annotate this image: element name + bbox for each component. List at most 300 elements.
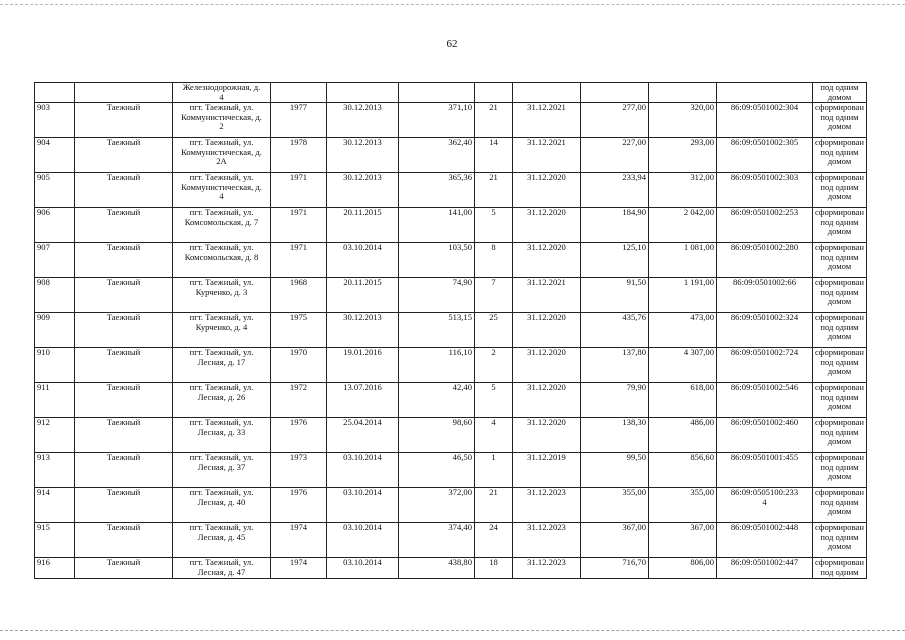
address-line: пгт. Таежный, ул. bbox=[189, 207, 254, 218]
address-line: пгт. Таежный, ул. bbox=[189, 277, 254, 288]
cell-date-plan bbox=[513, 523, 581, 558]
cell-num-text: 914 bbox=[37, 487, 50, 498]
cell-num bbox=[35, 523, 75, 558]
table-row bbox=[35, 103, 867, 138]
status-line: сформирован bbox=[815, 277, 864, 288]
cell-area-text: 362,40 bbox=[448, 137, 472, 148]
cell-settlement-text: Таежный bbox=[106, 522, 141, 533]
cell-date-plan-text: 31.12.2020 bbox=[527, 312, 566, 323]
cell-date-reg-text: 25.04.2014 bbox=[343, 417, 382, 428]
cell-count-text: 5 bbox=[491, 382, 496, 393]
cell-area bbox=[399, 208, 475, 243]
cell-value-text: 618,00 bbox=[690, 382, 714, 393]
status-line: домом bbox=[827, 156, 852, 167]
cell-date-plan bbox=[513, 138, 581, 173]
cell-area2-text: 227,00 bbox=[622, 137, 646, 148]
cell-cadastral bbox=[717, 488, 813, 523]
cell-area-text: 438,80 bbox=[448, 557, 472, 568]
status-line: домом bbox=[827, 191, 852, 202]
cell-date-reg bbox=[327, 418, 399, 453]
status-line: домом bbox=[827, 436, 852, 447]
cell-address bbox=[173, 348, 271, 383]
cell-count bbox=[475, 488, 513, 523]
cell-cadastral bbox=[717, 83, 813, 103]
address-line: 2 bbox=[219, 121, 224, 132]
cell-address bbox=[173, 138, 271, 173]
cell-area-text: 98,60 bbox=[452, 417, 472, 428]
cell-date-plan-text: 31.12.2019 bbox=[527, 452, 566, 463]
cell-count-text: 8 bbox=[491, 242, 496, 253]
cell-status bbox=[813, 453, 867, 488]
cell-date-plan bbox=[513, 418, 581, 453]
cell-num bbox=[35, 138, 75, 173]
cell-year-text: 1970 bbox=[289, 347, 308, 358]
status-line: домом bbox=[827, 331, 852, 342]
cell-num-text: 906 bbox=[37, 207, 50, 218]
cell-date-plan-text: 31.12.2020 bbox=[527, 347, 566, 358]
cell-area2 bbox=[581, 208, 649, 243]
cell-value bbox=[649, 83, 717, 103]
cell-date-reg-text: 03.10.2014 bbox=[343, 452, 382, 463]
cell-date-plan-text: 31.12.2020 bbox=[527, 207, 566, 218]
address-line: Лесная, д. 33 bbox=[197, 426, 246, 437]
cell-area2 bbox=[581, 103, 649, 138]
cell-value-text: 312,00 bbox=[690, 172, 714, 183]
cell-date-reg-text: 20.11.2015 bbox=[343, 207, 382, 218]
address-line: Лесная, д. 40 bbox=[197, 496, 246, 507]
cell-date-reg-text: 03.10.2014 bbox=[343, 487, 382, 498]
cell-num-text: 909 bbox=[37, 312, 50, 323]
cell-date-plan bbox=[513, 208, 581, 243]
cell-cadastral-text: 86:09:0501001:455 bbox=[730, 452, 799, 463]
cell-count bbox=[475, 523, 513, 558]
cell-count bbox=[475, 278, 513, 313]
cell-year bbox=[271, 103, 327, 138]
status-line: домом bbox=[827, 506, 852, 517]
cell-cadastral-text: 86:09:0501002:303 bbox=[730, 172, 799, 183]
cell-area-text: 46,50 bbox=[452, 452, 472, 463]
cell-year-text: 1972 bbox=[289, 382, 308, 393]
cell-count bbox=[475, 348, 513, 383]
address-line: пгт. Таежный, ул. bbox=[189, 382, 254, 393]
cell-cadastral bbox=[717, 383, 813, 418]
cell-num-text: 908 bbox=[37, 277, 50, 288]
address-line: Комсомольская, д. 8 bbox=[184, 251, 259, 262]
cell-count bbox=[475, 383, 513, 418]
cell-area2-text: 138,30 bbox=[622, 417, 646, 428]
cell-status bbox=[813, 278, 867, 313]
cell-area2-text: 99,50 bbox=[626, 452, 646, 463]
cell-count bbox=[475, 313, 513, 348]
cell-value bbox=[649, 523, 717, 558]
cell-settlement-text: Таежный bbox=[106, 417, 141, 428]
cell-area2-text: 716,70 bbox=[622, 557, 646, 568]
cell-area2 bbox=[581, 313, 649, 348]
cell-cadastral bbox=[717, 243, 813, 278]
table-body bbox=[35, 83, 867, 579]
cell-area2-text: 79,90 bbox=[626, 382, 646, 393]
cell-cadastral-text: 86:09:0501002:460 bbox=[730, 417, 799, 428]
cell-settlement bbox=[75, 453, 173, 488]
cell-area2-text: 277,00 bbox=[622, 102, 646, 113]
address-line: Лесная, д. 47 bbox=[197, 566, 246, 577]
cell-date-reg bbox=[327, 173, 399, 208]
cell-cadastral-text: 86:09:0501002:280 bbox=[730, 242, 799, 253]
cell-value bbox=[649, 278, 717, 313]
cell-area bbox=[399, 173, 475, 208]
cell-date-reg-text: 03.10.2014 bbox=[343, 242, 382, 253]
cell-settlement bbox=[75, 348, 173, 383]
cell-status bbox=[813, 488, 867, 523]
cell-date-reg bbox=[327, 103, 399, 138]
cell-area bbox=[399, 243, 475, 278]
cell-count-text: 4 bbox=[491, 417, 496, 428]
cell-settlement-text: Таежный bbox=[106, 277, 141, 288]
cell-value-text: 4 307,00 bbox=[683, 347, 714, 358]
cell-cadastral bbox=[717, 418, 813, 453]
cell-num-text: 907 bbox=[37, 242, 50, 253]
cell-settlement bbox=[75, 83, 173, 103]
cell-cadastral-text: 86:09:0501002:724 bbox=[730, 347, 799, 358]
cell-count bbox=[475, 103, 513, 138]
cell-value-text: 806,00 bbox=[690, 557, 714, 568]
cell-date-plan bbox=[513, 173, 581, 208]
cell-settlement-text: Таежный bbox=[106, 382, 141, 393]
cell-date-plan-text: 31.12.2020 bbox=[527, 417, 566, 428]
cell-area-text: 74,90 bbox=[452, 277, 472, 288]
status-line: под одним bbox=[820, 426, 859, 437]
status-line: под одним bbox=[820, 356, 859, 367]
cell-settlement bbox=[75, 558, 173, 579]
cell-area bbox=[399, 313, 475, 348]
cell-settlement bbox=[75, 313, 173, 348]
cell-count bbox=[475, 243, 513, 278]
cell-year-text: 1976 bbox=[289, 417, 308, 428]
cell-status bbox=[813, 103, 867, 138]
cell-date-reg bbox=[327, 208, 399, 243]
cell-cadastral-text: 86:09:0501002:305 bbox=[730, 137, 799, 148]
status-line: сформирован bbox=[815, 487, 864, 498]
cell-date-plan bbox=[513, 348, 581, 383]
cell-address bbox=[173, 173, 271, 208]
cell-status bbox=[813, 138, 867, 173]
cell-value bbox=[649, 348, 717, 383]
cell-date-reg bbox=[327, 138, 399, 173]
table-row bbox=[35, 558, 867, 579]
cell-date-reg-text: 13.07.2016 bbox=[343, 382, 382, 393]
cell-settlement-text: Таежный bbox=[106, 487, 141, 498]
cell-status bbox=[813, 383, 867, 418]
cell-cadastral-text: 86:09:0501002:546 bbox=[730, 382, 799, 393]
cell-settlement bbox=[75, 418, 173, 453]
cell-area2 bbox=[581, 83, 649, 103]
address-line: пгт. Таежный, ул. bbox=[189, 102, 254, 113]
cell-cadastral bbox=[717, 103, 813, 138]
address-line: 4 bbox=[219, 91, 224, 102]
table-row bbox=[35, 313, 867, 348]
address-line: пгт. Таежный, ул. bbox=[189, 347, 254, 358]
cell-address bbox=[173, 523, 271, 558]
cell-num bbox=[35, 173, 75, 208]
cell-value-text: 1 191,00 bbox=[683, 277, 714, 288]
cell-area2-text: 184,90 bbox=[622, 207, 646, 218]
cell-value bbox=[649, 558, 717, 579]
status-line: домом bbox=[827, 471, 852, 482]
cell-area bbox=[399, 83, 475, 103]
cell-year bbox=[271, 488, 327, 523]
page-number: 62 bbox=[446, 38, 458, 50]
cell-num bbox=[35, 278, 75, 313]
cell-cadastral bbox=[717, 348, 813, 383]
cell-num-text: 911 bbox=[37, 382, 50, 393]
status-line: сформирован bbox=[815, 207, 864, 218]
status-line: под одним bbox=[820, 251, 859, 262]
cell-settlement bbox=[75, 208, 173, 243]
cell-date-reg bbox=[327, 83, 399, 103]
cell-area-text: 103,50 bbox=[448, 242, 472, 253]
cell-cadastral bbox=[717, 138, 813, 173]
address-line: Коммунистическая, д. bbox=[181, 111, 262, 122]
cell-date-reg bbox=[327, 558, 399, 579]
status-line: сформирован bbox=[815, 172, 864, 183]
table-row bbox=[35, 138, 867, 173]
status-line: домом bbox=[827, 121, 852, 132]
cell-address bbox=[173, 208, 271, 243]
cell-settlement bbox=[75, 488, 173, 523]
cell-area-text: 365,36 bbox=[448, 172, 472, 183]
cell-area2 bbox=[581, 558, 649, 579]
address-line: пгт. Таежный, ул. bbox=[189, 487, 254, 498]
cell-count-text: 5 bbox=[491, 207, 496, 218]
status-line: сформирован bbox=[815, 137, 864, 148]
cell-year-text: 1978 bbox=[289, 137, 308, 148]
cell-value bbox=[649, 243, 717, 278]
cell-count-text: 24 bbox=[489, 522, 498, 533]
cell-value bbox=[649, 488, 717, 523]
cell-settlement bbox=[75, 138, 173, 173]
status-line: сформирован bbox=[815, 452, 864, 463]
cell-num bbox=[35, 418, 75, 453]
cell-year bbox=[271, 278, 327, 313]
cell-count-text: 21 bbox=[489, 487, 498, 498]
cell-year bbox=[271, 83, 327, 103]
cell-cadastral bbox=[717, 278, 813, 313]
cell-date-reg bbox=[327, 348, 399, 383]
cell-cadastral-text: 86:09:0505100:233 bbox=[730, 487, 799, 498]
cell-count-text: 18 bbox=[489, 557, 498, 568]
cell-area bbox=[399, 558, 475, 579]
cell-date-reg-text: 19.01.2016 bbox=[343, 347, 382, 358]
cell-date-reg bbox=[327, 453, 399, 488]
cell-status bbox=[813, 313, 867, 348]
table-row bbox=[35, 208, 867, 243]
cell-value bbox=[649, 453, 717, 488]
cell-address bbox=[173, 103, 271, 138]
scan-edge-top bbox=[0, 0, 905, 5]
status-line: сформирован bbox=[815, 242, 864, 253]
cell-date-reg-text: 03.10.2014 bbox=[343, 557, 382, 568]
cell-area-text: 371,10 bbox=[448, 102, 472, 113]
status-line: сформирован bbox=[815, 522, 864, 533]
cell-address bbox=[173, 313, 271, 348]
cell-year bbox=[271, 558, 327, 579]
cell-date-reg bbox=[327, 243, 399, 278]
cell-value-text: 320,00 bbox=[690, 102, 714, 113]
cell-area bbox=[399, 348, 475, 383]
cell-address bbox=[173, 278, 271, 313]
status-line: домом bbox=[827, 296, 852, 307]
status-line: под одним bbox=[820, 531, 859, 542]
table-row bbox=[35, 348, 867, 383]
cell-area bbox=[399, 383, 475, 418]
cell-settlement bbox=[75, 383, 173, 418]
cell-address bbox=[173, 418, 271, 453]
status-line: сформирован bbox=[815, 312, 864, 323]
status-line: сформирован bbox=[815, 102, 864, 113]
address-line: Лесная, д. 37 bbox=[197, 461, 246, 472]
cell-address bbox=[173, 243, 271, 278]
cell-cadastral-text: 86:09:0501002:324 bbox=[730, 312, 799, 323]
cell-date-plan-text: 31.12.2020 bbox=[527, 382, 566, 393]
cell-area2 bbox=[581, 418, 649, 453]
status-line: домом bbox=[827, 226, 852, 237]
cell-area-text: 372,00 bbox=[448, 487, 472, 498]
cell-date-reg bbox=[327, 383, 399, 418]
table-row bbox=[35, 488, 867, 523]
cell-value bbox=[649, 418, 717, 453]
cell-count-text: 7 bbox=[491, 277, 496, 288]
cell-value-text: 1 081,00 bbox=[683, 242, 714, 253]
cell-year-text: 1968 bbox=[289, 277, 308, 288]
cell-year-text: 1971 bbox=[289, 242, 308, 253]
cell-date-plan bbox=[513, 83, 581, 103]
cell-num-text: 903 bbox=[37, 102, 50, 113]
cell-count-text: 25 bbox=[489, 312, 498, 323]
cell-value-text: 473,00 bbox=[690, 312, 714, 323]
cell-area2-text: 233,94 bbox=[622, 172, 646, 183]
cell-cadastral bbox=[717, 208, 813, 243]
status-line: под одним bbox=[820, 496, 859, 507]
cell-area bbox=[399, 278, 475, 313]
cell-settlement-text: Таежный bbox=[106, 207, 141, 218]
cell-num-text: 905 bbox=[37, 172, 50, 183]
cell-settlement bbox=[75, 173, 173, 208]
cell-cadastral-text: 86:09:0501002:66 bbox=[732, 277, 797, 288]
address-line: пгт. Таежный, ул. bbox=[189, 242, 254, 253]
address-line: пгт. Таежный, ул. bbox=[189, 417, 254, 428]
cell-area2 bbox=[581, 383, 649, 418]
cell-area2 bbox=[581, 138, 649, 173]
cell-count-text: 21 bbox=[489, 172, 498, 183]
cell-area-text: 513,15 bbox=[448, 312, 472, 323]
status-line: под одним bbox=[820, 461, 859, 472]
scan-edge-bottom bbox=[0, 630, 905, 633]
cell-num-text: 915 bbox=[37, 522, 50, 533]
cell-num-text: 912 bbox=[37, 417, 50, 428]
cell-area2 bbox=[581, 453, 649, 488]
address-line: Курченко, д. 3 bbox=[195, 286, 248, 297]
cell-date-plan-text: 31.12.2023 bbox=[527, 487, 566, 498]
cell-num bbox=[35, 313, 75, 348]
table-row bbox=[35, 523, 867, 558]
status-line: под одним bbox=[820, 111, 859, 122]
cell-status bbox=[813, 418, 867, 453]
cell-count-text: 1 bbox=[491, 452, 496, 463]
cell-date-reg bbox=[327, 313, 399, 348]
cell-area2 bbox=[581, 488, 649, 523]
table-row bbox=[35, 173, 867, 208]
cell-date-reg bbox=[327, 488, 399, 523]
status-line: домом bbox=[827, 401, 852, 412]
cell-area-text: 116,10 bbox=[448, 347, 472, 358]
cell-date-plan bbox=[513, 383, 581, 418]
cell-date-plan-text: 31.12.2023 bbox=[527, 557, 566, 568]
address-line: Коммунистическая, д. bbox=[181, 146, 262, 157]
cell-area bbox=[399, 523, 475, 558]
status-line: сформирован bbox=[815, 417, 864, 428]
status-line: домом bbox=[827, 261, 852, 272]
status-line: домом bbox=[827, 541, 852, 552]
cell-area2 bbox=[581, 523, 649, 558]
cell-cadastral-text: 86:09:0501002:447 bbox=[730, 557, 799, 568]
cell-area-text: 42,40 bbox=[452, 382, 472, 393]
cell-year-text: 1971 bbox=[289, 172, 308, 183]
cell-status bbox=[813, 348, 867, 383]
address-line: Железнодорожная, д. bbox=[182, 82, 261, 92]
cell-year bbox=[271, 348, 327, 383]
cell-settlement-text: Таежный bbox=[106, 557, 141, 568]
cell-num-text: 910 bbox=[37, 347, 50, 358]
cell-year bbox=[271, 383, 327, 418]
cell-area2-text: 125,10 bbox=[622, 242, 646, 253]
cell-date-reg bbox=[327, 523, 399, 558]
cell-cadastral bbox=[717, 313, 813, 348]
table-row bbox=[35, 418, 867, 453]
address-line: пгт. Таежный, ул. bbox=[189, 312, 254, 323]
cell-num-text: 916 bbox=[37, 557, 50, 568]
cell-status bbox=[813, 173, 867, 208]
status-line: сформирован bbox=[815, 382, 864, 393]
cell-date-plan bbox=[513, 558, 581, 579]
cell-address bbox=[173, 453, 271, 488]
table-row bbox=[35, 243, 867, 278]
cell-date-plan bbox=[513, 103, 581, 138]
cell-area-text: 374,40 bbox=[448, 522, 472, 533]
cell-address bbox=[173, 383, 271, 418]
cell-area bbox=[399, 103, 475, 138]
cell-settlement-text: Таежный bbox=[106, 452, 141, 463]
cell-year-text: 1974 bbox=[289, 557, 308, 568]
cell-status bbox=[813, 243, 867, 278]
address-line: Курченко, д. 4 bbox=[195, 321, 248, 332]
cell-year bbox=[271, 173, 327, 208]
cell-date-plan bbox=[513, 243, 581, 278]
cell-year-text: 1971 bbox=[289, 207, 308, 218]
status-line: под одним bbox=[820, 566, 859, 577]
cell-date-plan-text: 31.12.2021 bbox=[527, 137, 566, 148]
cell-year bbox=[271, 418, 327, 453]
cell-cadastral bbox=[717, 453, 813, 488]
cell-date-plan-text: 31.12.2020 bbox=[527, 242, 566, 253]
cell-settlement bbox=[75, 103, 173, 138]
cell-date-plan bbox=[513, 453, 581, 488]
cell-num bbox=[35, 348, 75, 383]
cell-value-text: 367,00 bbox=[690, 522, 714, 533]
cell-area2-text: 137,80 bbox=[622, 347, 646, 358]
address-line: пгт. Таежный, ул. bbox=[189, 137, 254, 148]
housing-registry-table bbox=[34, 82, 867, 579]
cell-count-text: 21 bbox=[489, 102, 498, 113]
